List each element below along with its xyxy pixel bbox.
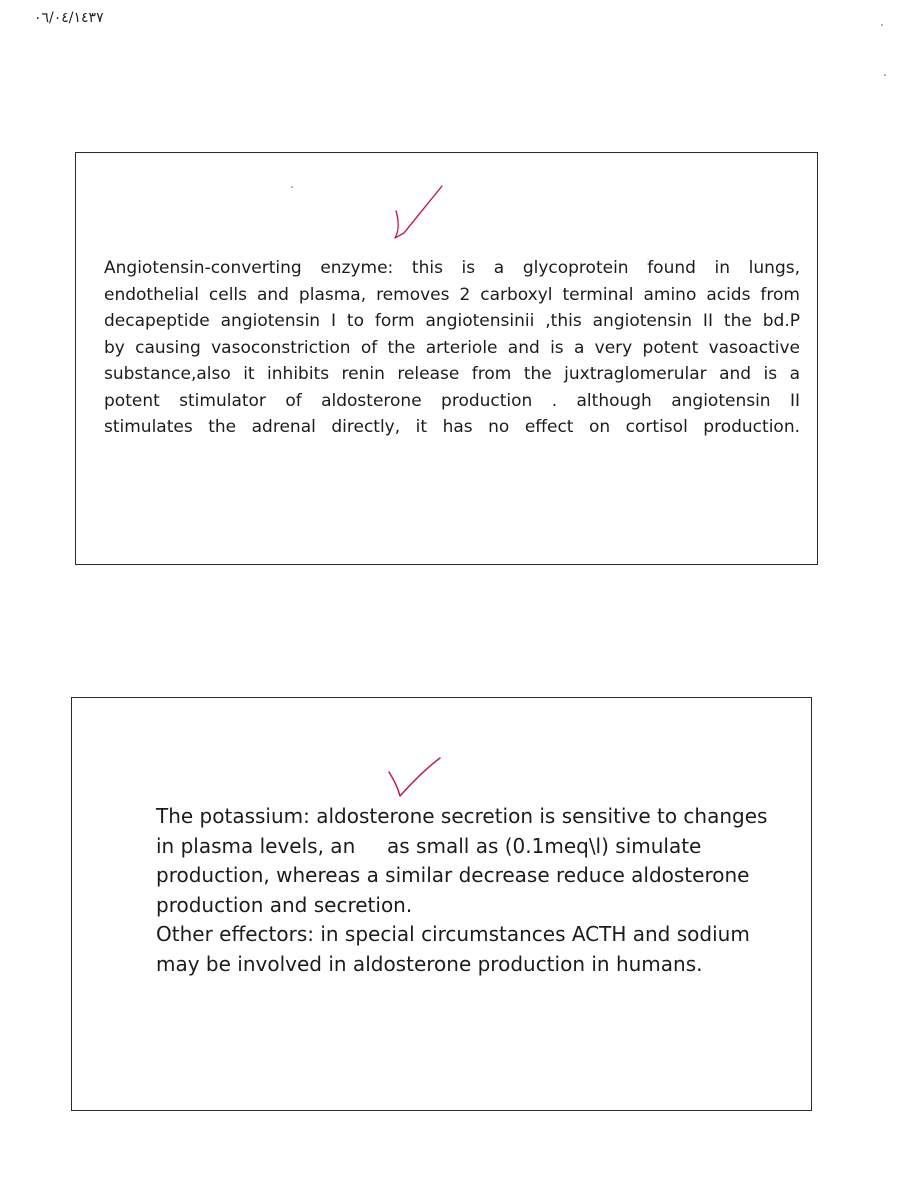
note-text-potassium bbox=[156, 802, 776, 979]
note-text-ace bbox=[104, 255, 800, 441]
text-line: production, whereas a similar decrease reduce aldosterone bbox=[156, 863, 750, 887]
text-line: endothelial cells and plasma, removes 2 carboxyl terminal amino acids from bbox=[104, 284, 800, 305]
check-mark-icon bbox=[384, 756, 444, 802]
text-line: Other effectors: in special circumstances ACTH and sodium bbox=[156, 922, 750, 946]
text-line: in plasma levels, an as small as (0.1meq\l) simulate bbox=[156, 833, 702, 858]
document-date: ٠٦/٠٤/١٤٣٧ bbox=[34, 10, 104, 26]
note-box-potassium bbox=[71, 697, 812, 1111]
scan-speck bbox=[884, 74, 886, 76]
text-line: may be involved in aldosterone production in humans. bbox=[156, 951, 703, 976]
text-line: potent stimulator of aldosterone production . although angiotensin II bbox=[104, 390, 800, 411]
text-line: substance,also it inhibits renin release from the juxtraglomerular and is a bbox=[104, 364, 800, 384]
text-line: The potassium: aldosterone secretion is sensitive to changes bbox=[156, 804, 768, 828]
text-line: by causing vasoconstriction of the arteriole and is a very potent vasoactive bbox=[104, 337, 800, 358]
text-line: production and secretion. bbox=[156, 892, 413, 917]
scan-speck bbox=[881, 24, 883, 26]
note-box-ace bbox=[75, 152, 818, 565]
check-mark-icon bbox=[388, 183, 448, 245]
text-line: stimulates the adrenal directly, it has no effect on cortisol production. bbox=[104, 417, 800, 437]
text-line: decapeptide angiotensin I to form angiotensinii ,this angiotensin II the bd.P bbox=[104, 311, 800, 331]
text-line: Angiotensin-converting enzyme: this is a glycoprotein found in lungs, bbox=[104, 258, 800, 278]
